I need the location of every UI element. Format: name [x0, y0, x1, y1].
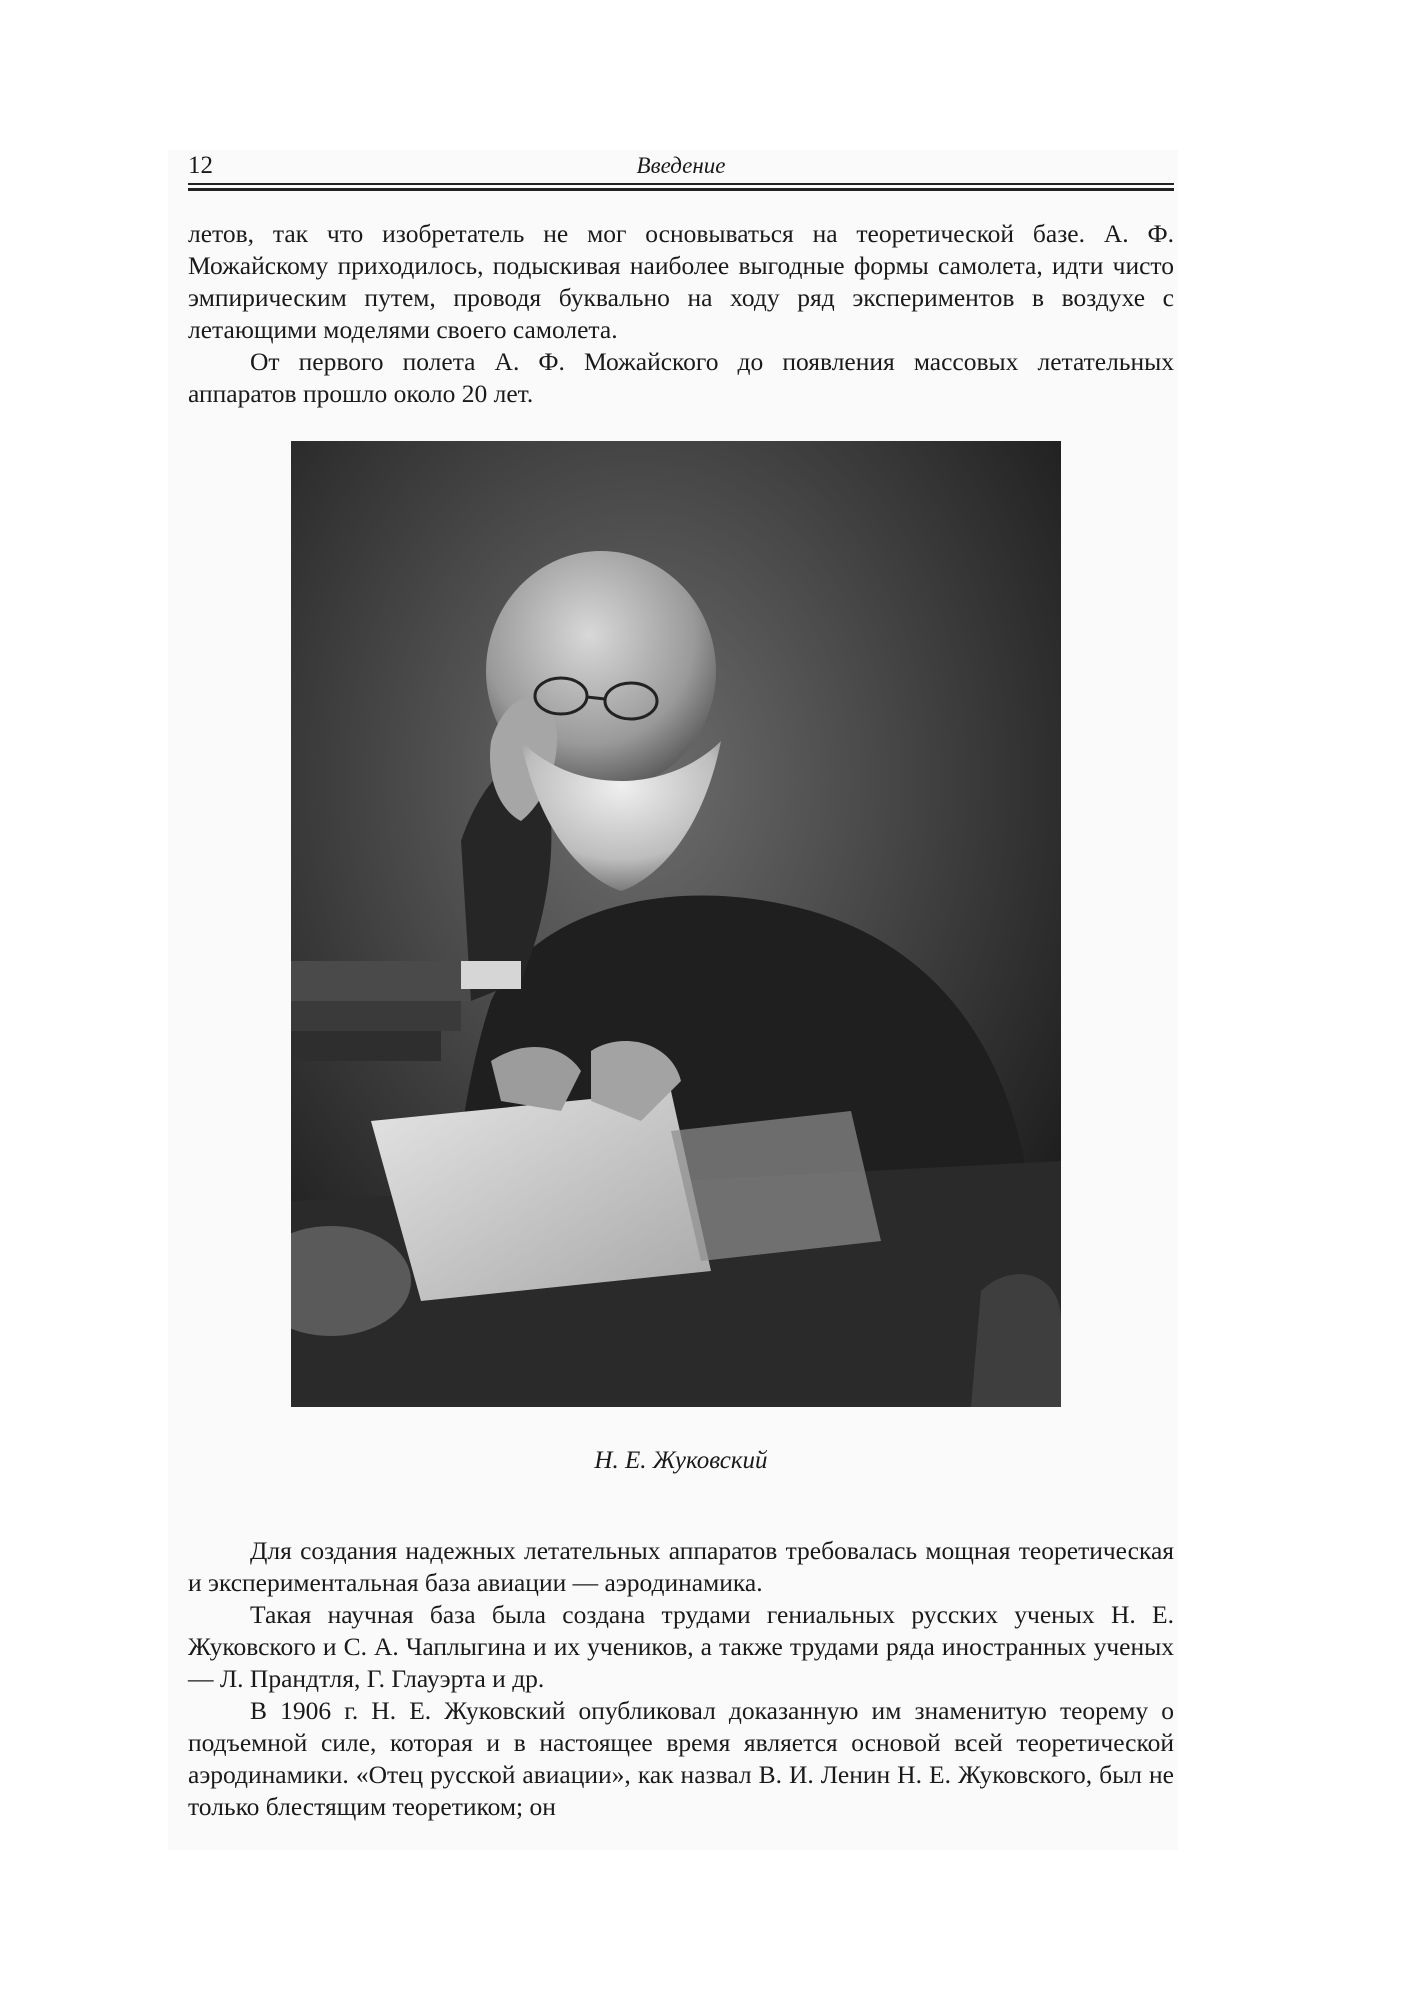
paragraph: Такая научная база была создана трудами гениальных русских ученых Н. Е. Жуковского и С. А. Чаплыгина и их учеников, а также трудами ряда иностранных ученых — Л. Прандтля, Г. Глауэрта и др.: [188, 1600, 1174, 1693]
portrait-illustration: [291, 441, 1061, 1407]
header-rule-thin: [188, 183, 1174, 185]
paragraph: Для создания надежных летательных аппаратов требовалась мощная теоретическая и экспериментальная база авиации — аэродинамика.: [188, 1536, 1174, 1597]
running-head: [188, 152, 1174, 180]
bottom-text-block: [188, 1535, 1174, 1823]
paragraph: летов, так что изобретатель не мог основываться на теоретической базе. А. Ф. Можайскому приходилось, подыскивая наиболее выгодные формы самолета, идти чисто эмпирическим путем, проводя буквально на ходу ряд экспериментов в воздухе с летающими моделями своего самолета.: [188, 219, 1174, 344]
figure-caption: Н. Е. Жуковский: [594, 1447, 768, 1474]
page-number: 12: [188, 152, 213, 179]
paragraph: В 1906 г. Н. Е. Жуковский опубликовал доказанную им знаменитую теорему о подъемной силе, которая и в настоящее время является основой всей теоретической аэродинамики. «Отец русской авиации», как назвал В. И. Ленин Н. Е. Жуковского, был не только блестящим теоретиком; он: [188, 1696, 1174, 1821]
top-text-block: [188, 218, 1174, 410]
header-rule-thick: [188, 188, 1174, 191]
portrait-photo: [291, 441, 1061, 1407]
running-title: Введение: [636, 153, 726, 178]
paragraph: От первого полета А. Ф. Можайского до появления массовых летательных аппаратов прошло около 20 лет.: [188, 347, 1174, 408]
